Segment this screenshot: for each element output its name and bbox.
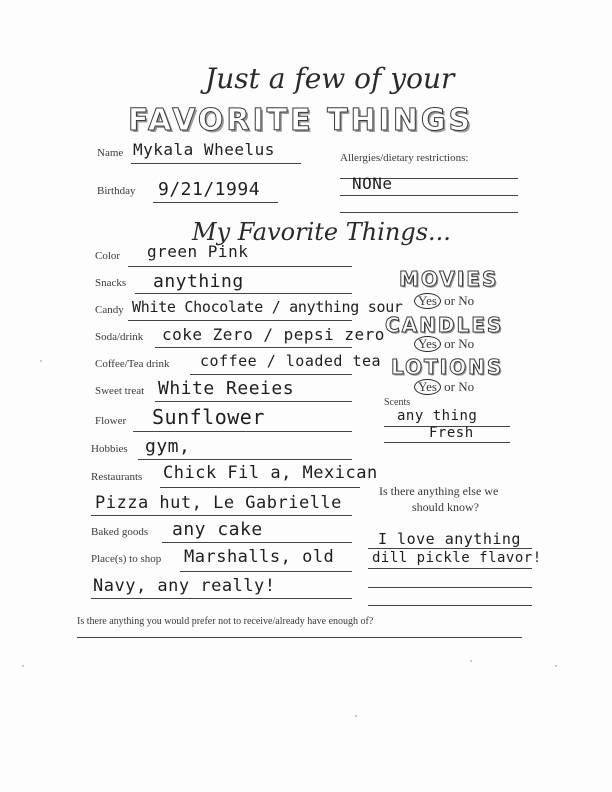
- soda-label: Soda/drink: [95, 331, 144, 343]
- header-title: FAVORITE THINGS: [128, 103, 474, 138]
- soda-line: [155, 347, 352, 348]
- scan-speck: [40, 360, 42, 362]
- soda-value[interactable]: coke Zero / pepsi zero: [162, 325, 385, 344]
- birthday-value[interactable]: 9/21/1994: [158, 179, 261, 200]
- shop-value-2[interactable]: Navy, any really!: [93, 576, 276, 596]
- color-label: Color: [95, 250, 121, 262]
- scents-line-2: [384, 442, 510, 443]
- footer-question: Is there anything you would prefer not to receive/already have enough of?: [77, 616, 374, 627]
- candles-or-no: or No: [444, 336, 475, 351]
- candles-yes-no[interactable]: [414, 336, 474, 352]
- anything-else-question-1: Is there anything else we: [379, 484, 499, 498]
- candles-title: CANDLES: [385, 313, 504, 337]
- snacks-value[interactable]: anything: [153, 271, 244, 292]
- anything-else-value-2[interactable]: dill pickle flavor!: [372, 550, 542, 566]
- color-line: [128, 266, 352, 267]
- candy-value[interactable]: White Chocolate / anything sour: [132, 298, 403, 316]
- scents-label: Scents: [384, 397, 411, 408]
- shop-line-1: [180, 571, 352, 572]
- name-label: Name: [97, 147, 124, 159]
- coffee-label: Coffee/Tea drink: [95, 358, 170, 370]
- coffee-line: [190, 374, 352, 375]
- baked-value[interactable]: any cake: [172, 519, 263, 540]
- candy-line: [128, 320, 352, 321]
- lotions-title: LOTIONS: [391, 355, 504, 379]
- sweet-line: [155, 401, 352, 402]
- allergies-label: Allergies/dietary restrictions:: [340, 152, 469, 164]
- flower-value[interactable]: Sunflower: [152, 405, 265, 429]
- shop-line-2: [91, 598, 352, 599]
- section-title: My Favorite Things...: [192, 218, 451, 246]
- snacks-label: Snacks: [95, 277, 127, 289]
- birthday-line: [153, 202, 278, 203]
- candles-yes-circled[interactable]: Yes: [414, 336, 441, 352]
- footer-line: [77, 637, 522, 638]
- scan-speck: [470, 660, 472, 662]
- header-subtitle: Just a few of your: [205, 62, 455, 95]
- anything-else-question-2: should know?: [412, 500, 479, 514]
- birthday-label: Birthday: [97, 185, 136, 197]
- anything-else-value-1[interactable]: I love anything: [378, 530, 521, 548]
- name-value[interactable]: Mykala Wheelus: [133, 140, 275, 159]
- allergies-line-3: [340, 212, 518, 213]
- name-line: [131, 163, 301, 164]
- sweet-label: Sweet treat: [95, 385, 145, 397]
- sweet-value[interactable]: White Reeies: [158, 378, 295, 399]
- scan-speck: [555, 665, 557, 667]
- restaurants-label: Restaurants: [91, 471, 143, 483]
- hobbies-line: [138, 459, 352, 460]
- shop-label: Place(s) to shop: [91, 553, 162, 565]
- shop-value-1[interactable]: Marshalls, old: [184, 547, 335, 567]
- flower-line: [133, 431, 352, 432]
- movies-or-no: or No: [444, 293, 475, 308]
- allergies-line-2: [340, 195, 518, 196]
- restaurants-value-2[interactable]: Pizza hut, Le Gabrielle: [95, 493, 342, 513]
- candy-label: Candy: [95, 304, 124, 316]
- movies-yes-circled[interactable]: Yes: [414, 293, 441, 309]
- restaurants-line-1: [160, 487, 360, 488]
- lotions-yes-no[interactable]: [414, 379, 474, 395]
- scan-speck: [355, 715, 357, 717]
- lotions-yes-circled[interactable]: Yes: [414, 379, 441, 395]
- anything-else-line-4: [368, 605, 532, 606]
- coffee-value[interactable]: coffee / loaded tea: [200, 352, 382, 370]
- scan-speck: [22, 665, 24, 667]
- flower-label: Flower: [95, 415, 127, 427]
- hobbies-label: Hobbies: [91, 443, 128, 455]
- restaurants-line-2: [91, 515, 352, 516]
- hobbies-value[interactable]: gym,: [145, 436, 191, 457]
- anything-else-line-1: [368, 548, 532, 549]
- allergies-value[interactable]: NONe: [352, 174, 393, 193]
- scents-value-2[interactable]: Fresh: [429, 425, 474, 441]
- anything-else-line-2: [368, 568, 532, 569]
- snacks-line: [135, 293, 352, 294]
- baked-label: Baked goods: [91, 526, 149, 538]
- movies-yes-no[interactable]: [414, 293, 474, 309]
- anything-else-line-3: [368, 587, 532, 588]
- color-value[interactable]: green Pink: [147, 242, 249, 261]
- movies-title: MOVIES: [399, 267, 499, 291]
- lotions-or-no: or No: [444, 379, 475, 394]
- restaurants-value-1[interactable]: Chick Fil a, Mexican: [163, 463, 378, 483]
- baked-line: [162, 542, 352, 543]
- scents-value-1[interactable]: any thing: [397, 408, 478, 424]
